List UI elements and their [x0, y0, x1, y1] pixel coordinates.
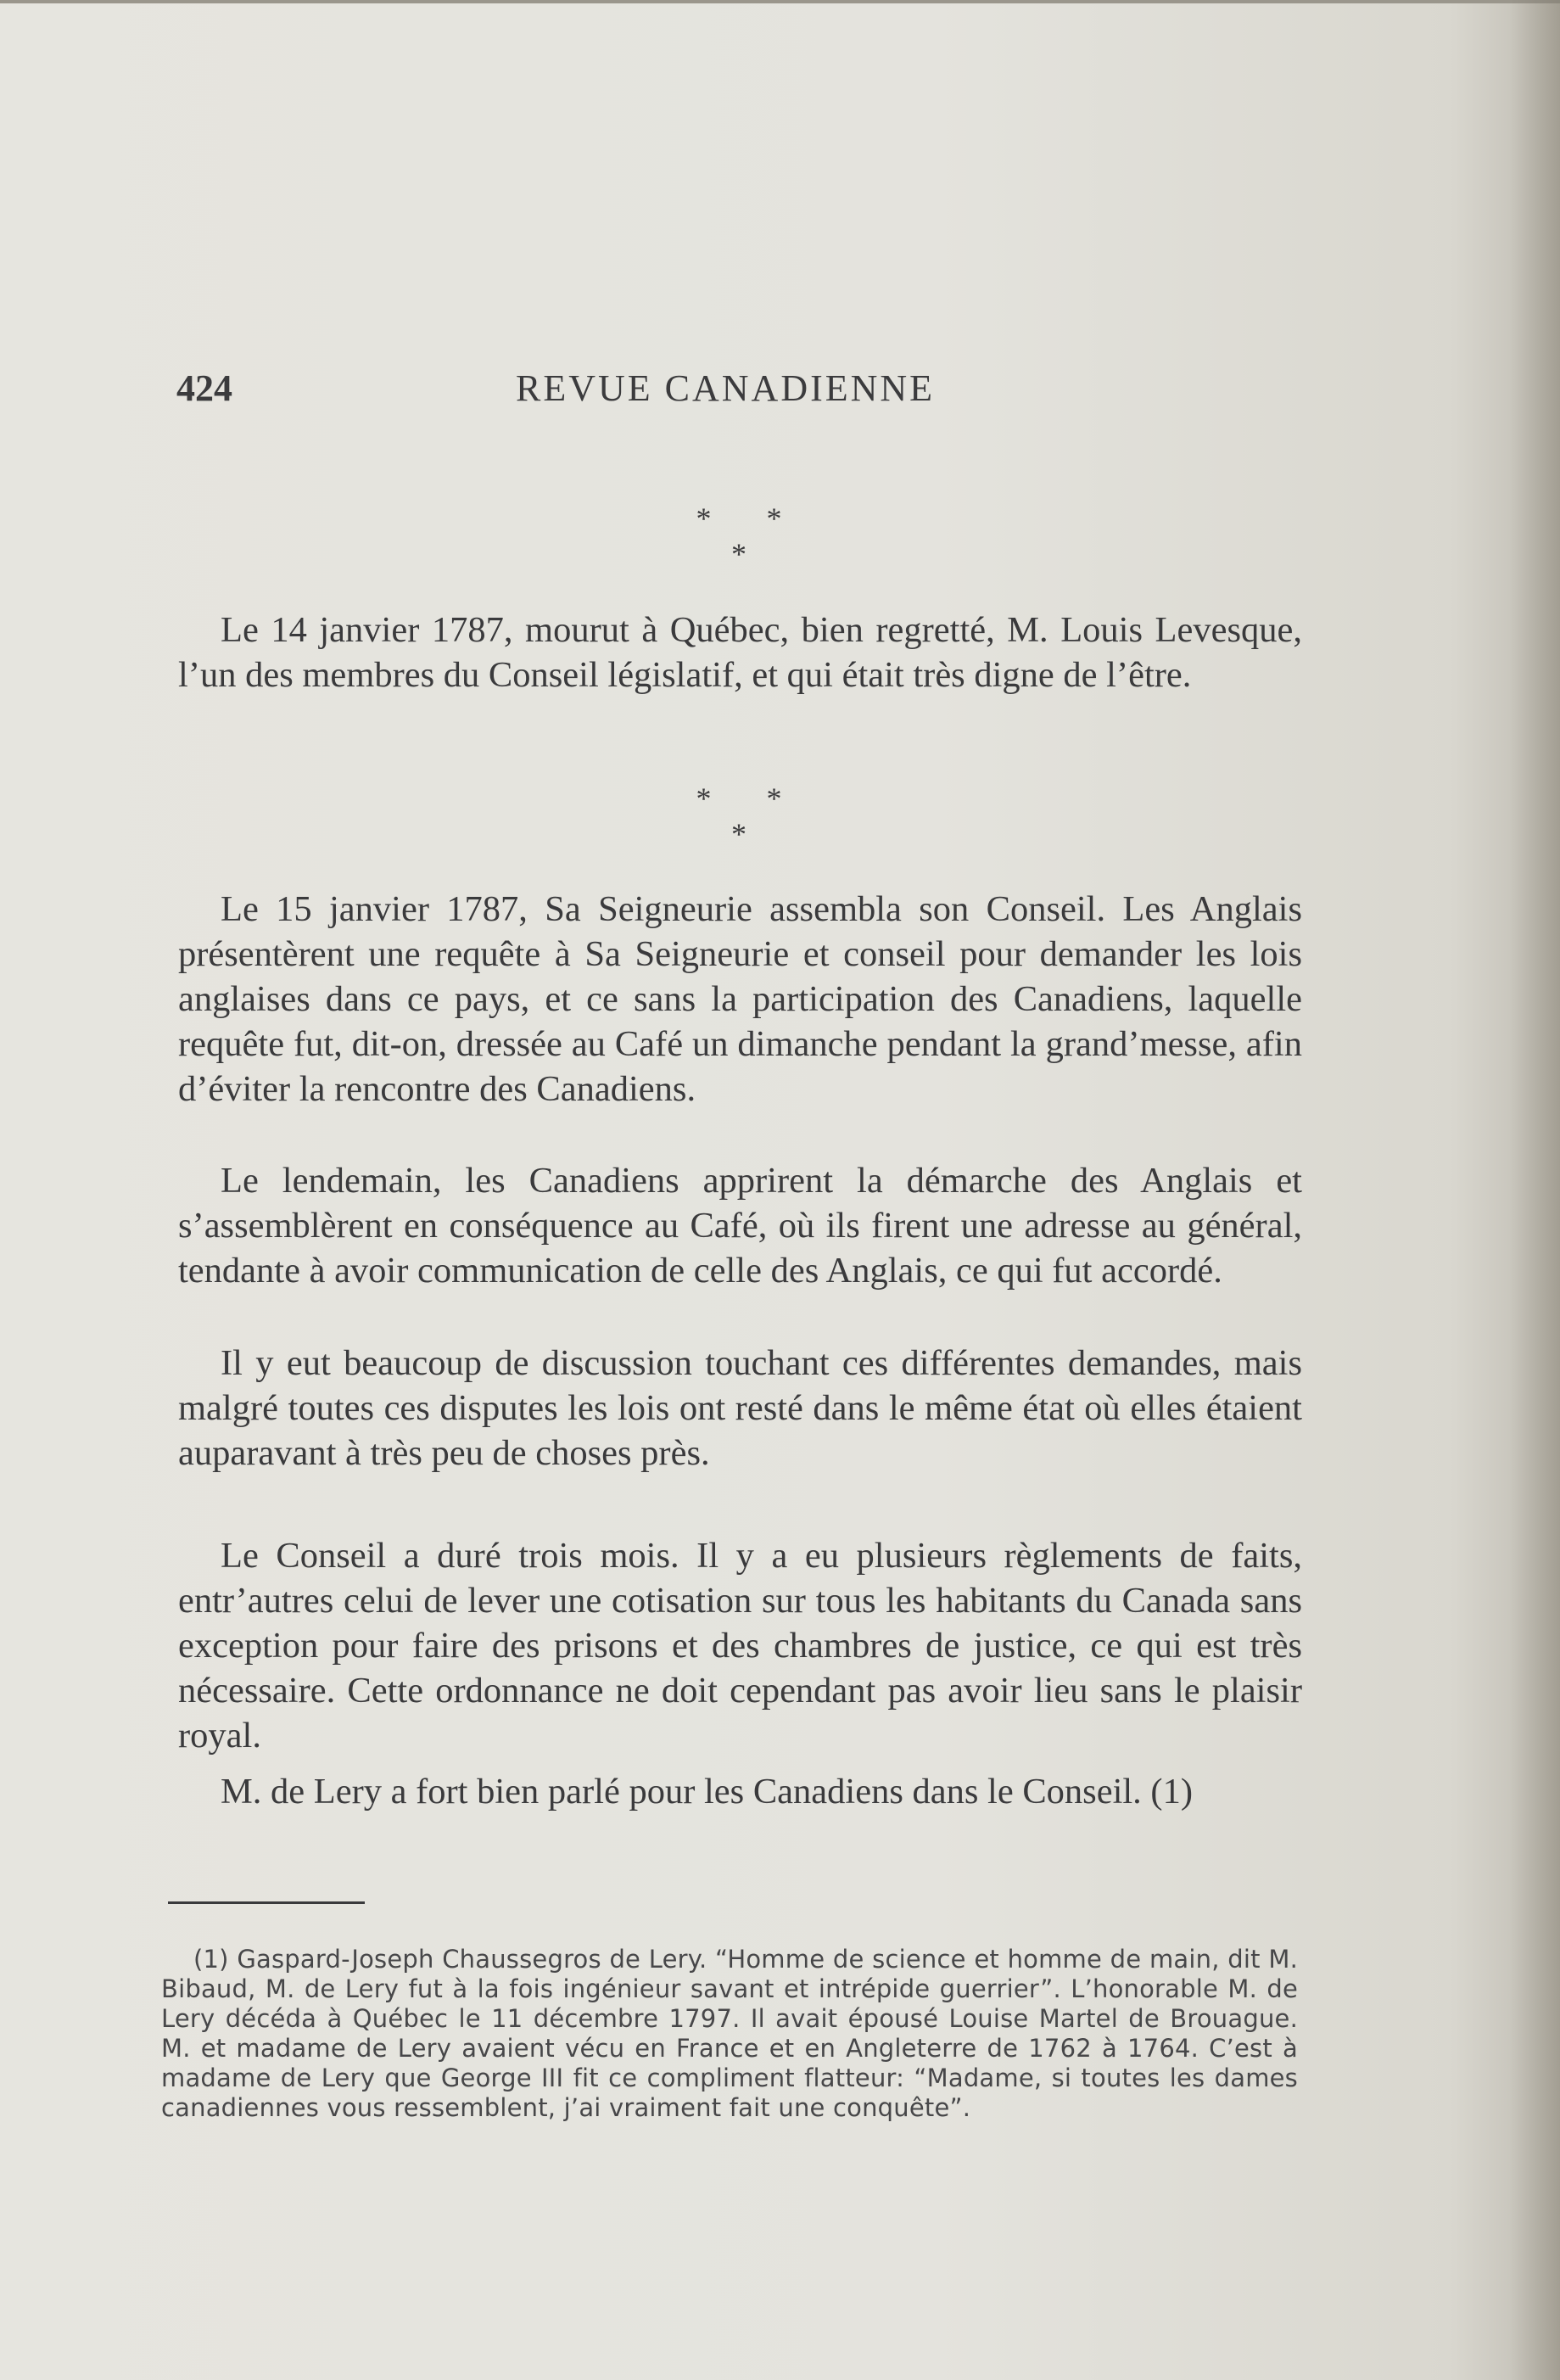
- section-separator: * * *: [696, 501, 806, 571]
- footnote-divider: [168, 1901, 365, 1904]
- paragraph-discussion: Il y eut beaucoup de discussion touchant ces différentes demandes, mais malgré toutes ces disputes les lois ont resté dans le même état où elles étaient auparavant à très peu de choses près.: [178, 1343, 1302, 1473]
- paragraph-canadian-response: Le lendemain, les Canadiens apprirent la démarche des Anglais et s’assemblèrent en conséquence au Café, où ils firent une adresse au général, tendante à avoir communication de celle des Anglais, ce qui fut accordé.: [178, 1161, 1302, 1291]
- section-separator: * * *: [696, 781, 806, 851]
- paragraph-council-duration: Le Conseil a duré trois mois. Il y a eu plusieurs règlements de faits, entr’autres celui de lever une cotisation sur tous les habitants du Canada sans exception pour faire des prisons et des chambres de justice, ce qui est très nécessaire. Cette ordonnance ne doit cependant pas avoir lieu sans le plaisir royal.: [178, 1536, 1302, 1756]
- paragraph-de-lery: M. de Lery a fort bien parlé pour les Canadiens dans le Conseil. (1): [221, 1772, 1193, 1812]
- page-top-edge: [0, 0, 1560, 3]
- page-number: 424: [176, 367, 232, 409]
- binding-shadow: [1509, 0, 1560, 2380]
- paragraph-levesque-death: Le 14 janvier 1787, mourut à Québec, bien regretté, M. Louis Levesque, l’un des membres du Conseil législatif, et qui était très digne de l’être.: [178, 610, 1302, 695]
- paragraph-council-assembly: Le 15 janvier 1787, Sa Seigneurie assembla son Conseil. Les Anglais présentèrent une requête à Sa Seigneurie et conseil pour demander les lois anglaises dans ce pays, et ce sans la participation des Canadiens, laquelle requête fut, dit-on, dressée au Café un dimanche pendant la grand’messe, afin d’éviter la rencontre des Canadiens.: [178, 889, 1302, 1109]
- running-title: REVUE CANADIENNE: [516, 367, 936, 409]
- footnote: (1) Gaspard-Joseph Chaussegros de Lery. “Homme de science et homme de main, dit M. Bibaud, M. de Lery fut à la fois ingénieur savant et intrépide guerrier”. L’honorable M. de Lery décéda à Québec le 11 décembre 1797. Il avait épousé Louise Martel de Brouague. M. et madame de Lery avaient vécu en France et en Angleterre de 1762 à 1764. C’est à madame de Lery que George III fit ce compliment flatteur: “Madame, si toutes les dames canadiennes vous ressemblent, j’ai vraiment fait une conquête”.: [161, 1945, 1298, 2122]
- page-header: [176, 367, 1296, 417]
